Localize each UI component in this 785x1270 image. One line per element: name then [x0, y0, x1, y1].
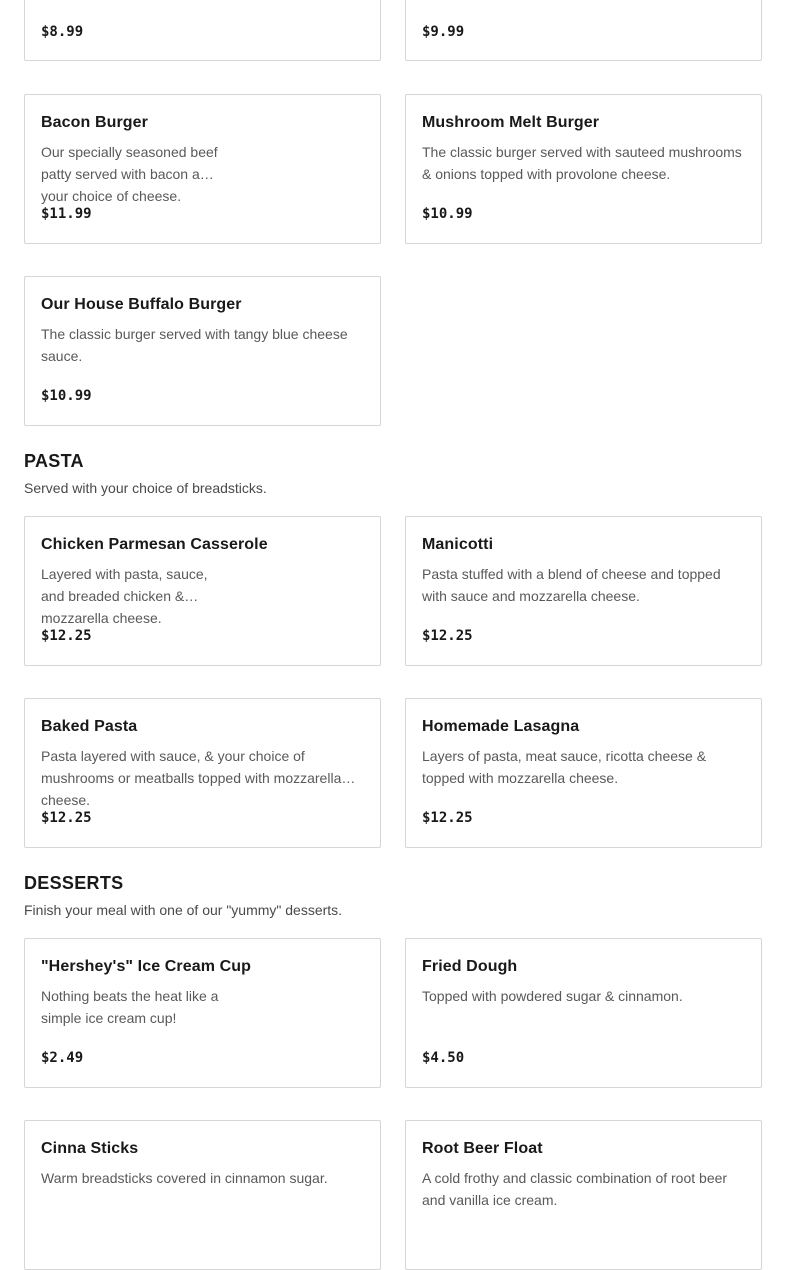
- item-description: Layers of pasta, meat sauce, ricotta cheese & topped with mozzarella cheese.: [422, 748, 707, 786]
- section-title-desserts: DESSERTS: [24, 873, 124, 893]
- item-name: Root Beer Float: [422, 1140, 543, 1157]
- item-price: $12.25: [41, 810, 92, 826]
- item-name: Chicken Parmesan Casserole: [41, 536, 268, 553]
- item-name: Manicotti: [422, 536, 494, 553]
- menu-item-cinna-sticks[interactable]: [24, 1120, 381, 1270]
- item-name: "Hershey's" Ice Cream Cup: [41, 958, 252, 975]
- menu-item-bacon-burger[interactable]: [24, 94, 381, 244]
- item-price: $2.49: [41, 1050, 84, 1066]
- menu-item-baked-pasta[interactable]: [24, 698, 381, 848]
- item-description: Pasta stuffed with a blend of cheese and topped with sauce and mozzarella cheese.: [422, 566, 721, 604]
- menu-item-homemade-lasagna[interactable]: [405, 698, 762, 848]
- menu-item-card[interactable]: [405, 0, 762, 61]
- item-name: Bacon Burger: [41, 114, 148, 131]
- item-name: Fried Dough: [422, 958, 518, 975]
- item-price: $12.25: [41, 628, 92, 644]
- item-description: Topped with powdered sugar & cinnamon.: [422, 988, 683, 1004]
- section-subtitle-pasta: Served with your choice of breadsticks.: [24, 480, 267, 496]
- item-name: Our House Buffalo Burger: [41, 296, 242, 313]
- item-description: The classic burger served with tangy blue cheese sauce.: [41, 326, 348, 364]
- item-name: Baked Pasta: [41, 718, 138, 735]
- item-description: Warm breadsticks covered in cinnamon sugar.: [41, 1170, 328, 1186]
- item-name: Homemade Lasagna: [422, 718, 580, 735]
- item-price: $11.99: [41, 206, 92, 222]
- item-price: $12.25: [422, 810, 473, 826]
- item-description: Our specially seasoned beef patty served with bacon and your choice of cheese.: [41, 144, 218, 204]
- menu-item-chicken-parmesan[interactable]: [24, 516, 381, 666]
- item-description: Pasta layered with sauce, & your choice of mushrooms or meatballs topped with mozzarella cheese.: [41, 748, 342, 808]
- menu-item-fried-dough[interactable]: [405, 938, 762, 1088]
- item-description: The classic burger served with sauteed mushrooms & onions topped with provolone cheese.: [422, 144, 742, 182]
- item-description: A cold frothy and classic combination of root beer and vanilla ice cream.: [422, 1170, 728, 1208]
- item-price: $9.99: [422, 24, 465, 40]
- section-title-pasta: PASTA: [24, 451, 84, 471]
- item-price: $10.99: [41, 388, 92, 404]
- menu-item-manicotti[interactable]: [405, 516, 762, 666]
- menu-item-root-beer-float[interactable]: [405, 1120, 762, 1270]
- item-price: $8.99: [41, 24, 84, 40]
- item-price: $4.50: [422, 1050, 465, 1066]
- item-price: $10.99: [422, 206, 473, 222]
- item-description: Layered with pasta, sauce, and breaded chicken & mozzarella cheese.: [41, 566, 208, 626]
- menu-item-mushroom-melt-burger[interactable]: [405, 94, 762, 244]
- item-name: Mushroom Melt Burger: [422, 114, 600, 131]
- menu-item-buffalo-burger[interactable]: [24, 276, 381, 426]
- section-subtitle-desserts: Finish your meal with one of our "yummy" desserts.: [24, 902, 343, 918]
- menu-item-card[interactable]: [24, 0, 381, 61]
- item-description: Nothing beats the heat like a simple ice cream cup!: [41, 988, 219, 1026]
- item-price: $12.25: [422, 628, 473, 644]
- menu-item-ice-cream-cup[interactable]: [24, 938, 381, 1088]
- item-name: Cinna Sticks: [41, 1140, 139, 1157]
